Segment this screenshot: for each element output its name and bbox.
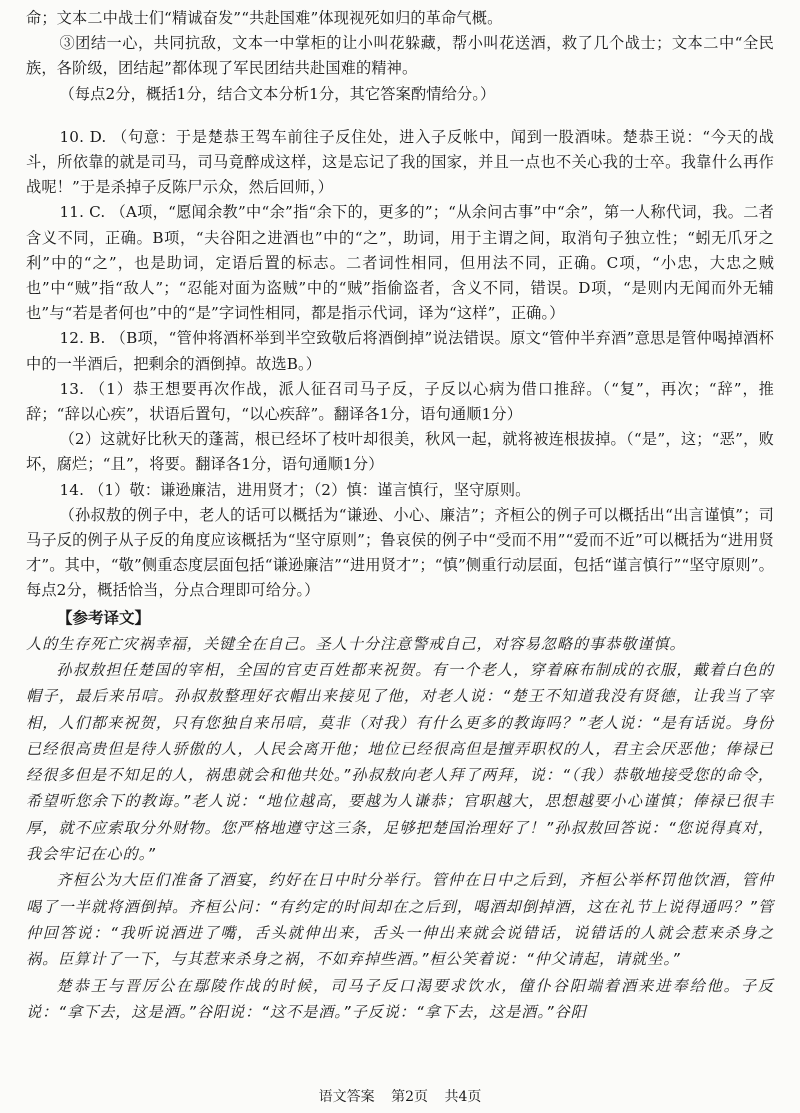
- answer-14-note: （孙叔敖的例子中，老人的话可以概括为“谦逊、小心、廉洁”；齐桓公的例子可以概括出“出言谨慎”；司马子反的例子从子反的角度应该概括为“坚守原则”；鲁哀侯的例子中“受而不用”“爱而不近”可以概括为“进用贤才”。其中，“敬”侧重态度层面包括“谦逊廉洁”“进用贤才”；“慎”侧重行动层面，包括“谨言慎行”“坚守原则”。每点2分，概括恰当，分点合理即可给分。）: [26, 505, 774, 600]
- translation-paragraph-1: 人的生存死亡灾祸幸福，关键全在自己。圣人十分注意警戒自己，对容易忽略的事恭敬谨慎。: [26, 634, 686, 653]
- answer-point-3: ③团结一心，共同抗敌，文本一中掌柜的让小叫花躲藏，帮小叫花送酒，救了几个战士；文本二中“全民族，各阶级，团结起”都体现了军民团结共赴国难的精神。: [26, 34, 774, 78]
- answer-13-2: （2）这就好比秋天的蓬蒿，根已经坏了枝叶却很美，秋风一起，就将被连根拔掉。（“是”，这；“恶”，败坏，腐烂；“且”，将要。翻译各1分，语句通顺1分）: [26, 430, 774, 474]
- answer-13-1: 13. （1）恭王想要再次作战，派人征召司马子反，子反以心病为借口推辞。（“复”，再次；“辞”，推辞；“辞以心疾”，状语后置句，“以心疾辞”。翻译各1分，语句通顺1分）: [26, 379, 774, 424]
- page-footer: [0, 1087, 800, 1107]
- footer-subject: 语文答案: [318, 1089, 375, 1105]
- answer-10: 10. D. （句意：于是楚恭王驾车前往子反住处，进入子反帐中，闻到一股酒味。楚恭王说：“今天的战斗，所依靠的就是司马，司马竟醉成这样，这是忘记了我的国家，并且一点也不关心我的士卒。我靠什么再作战呢！”于是杀掉子反陈尸示众，然后回师，）: [26, 127, 774, 197]
- footer-page-number: 第2页: [391, 1089, 428, 1105]
- answer-11: 11. C. （A项，“愿闻余教”中“余”指“余下的，更多的”；“从余问古事”中“余”，第一人称代词，我。二者含义不同，正确。B项，“夫谷阳之进酒也”中的“之”，助词，用于主谓之间，取消句子独立性；“蚓无爪牙之利”中的“之”，也是助词，定语后置的标志。二者词性相同，但用法不同，正确。C项，“小忠，大忠之贼也”中“贼”指“敌人”；“忍能对面为盗贼”中的“贼”指偷盗者，含义不同，错误。D项，“是则内无闻而外无辅也”与“若是者何也”中的“是”字词性相同，都是指示代词，译为“这样”，正确。）: [26, 203, 774, 323]
- translation-heading: 【参考译文】: [57, 607, 151, 627]
- translation-paragraph-3: 齐桓公为大臣们准备了酒宴，约好在日中时分举行。管仲在日中之后到，齐桓公举杯罚他饮酒，管仲喝了一半就将酒倒掉。齐桓公问：“有约定的时间却在之后到，喝酒却倒掉酒，这在礼节上说得通吗？”管仲回答说：“我听说酒进了嘴，舌头就伸出来，舌头一伸出来就会说错话，说错话的人就会惹来杀身之祸。臣算计了一下，与其惹来杀身之祸，不如弃掉些酒。”桓公笑着说：“仲父请起，请就坐。”: [26, 871, 774, 969]
- scoring-note: （每点2分，概括1分，结合文本分析1分，其它答案酌情给分。）: [59, 84, 496, 103]
- answer-continuation: 命；文本二中战士们“精诚奋发”“共赴国难”体现视死如归的革命气概。: [26, 9, 503, 27]
- answer-14: 14. （1）敬：谦逊廉洁，进用贤才；（2）慎：谨言慎行，坚守原则。: [59, 480, 531, 499]
- translation-paragraph-2: 孙叔敖担任楚国的宰相，全国的官吏百姓都来祝贺。有一个老人，穿着麻布制成的衣服，戴着白色的帽子，最后来吊唁。孙叔敖整理好衣帽出来接见了他，对老人说：“楚王不知道我没有贤德，让我当了宰相，人们都来祝贺，只有您独自来吊唁，莫非（对我）有什么更多的教诲吗？”老人说：“是有话说。身份已经很高贵但是待人骄傲的人，人民会离开他；地位已经很高但是擅弄职权的人，君主会厌恶他；俸禄已经很多但是不知足的人，祸患就会和他共处。”孙叔敖向老人拜了两拜，说：“（我）恭敬地接受您的命令，希望听您余下的教诲。”老人说：“地位越高，要越为人谦恭；官职越大，思想越要小心谨慎；俸禄已很丰厚，就不应索取分外财物。您严格地遵守这三条，足够把楚国治理好了！”孙叔敖回答说：“您说得真对，我会牢记在心的。”: [26, 660, 774, 864]
- answer-12: 12. B. （B项，“管仲将酒杯举到半空致敬后将酒倒掉”说法错误。原文“管仲半弃酒”意思是管仲喝掉酒杯中的一半酒后，把剩余的酒倒掉。故选B。）: [26, 329, 774, 373]
- translation-paragraph-4: 楚恭王与晋厉公在鄢陵作战的时候，司马子反口渴要求饮水，僮仆谷阳端着酒来进奉给他。子反说：“拿下去，这是酒。”谷阳说：“这不是酒。”子反说：“拿下去，这是酒。”谷阳: [26, 976, 774, 1021]
- footer-total-pages: 共4页: [444, 1089, 482, 1105]
